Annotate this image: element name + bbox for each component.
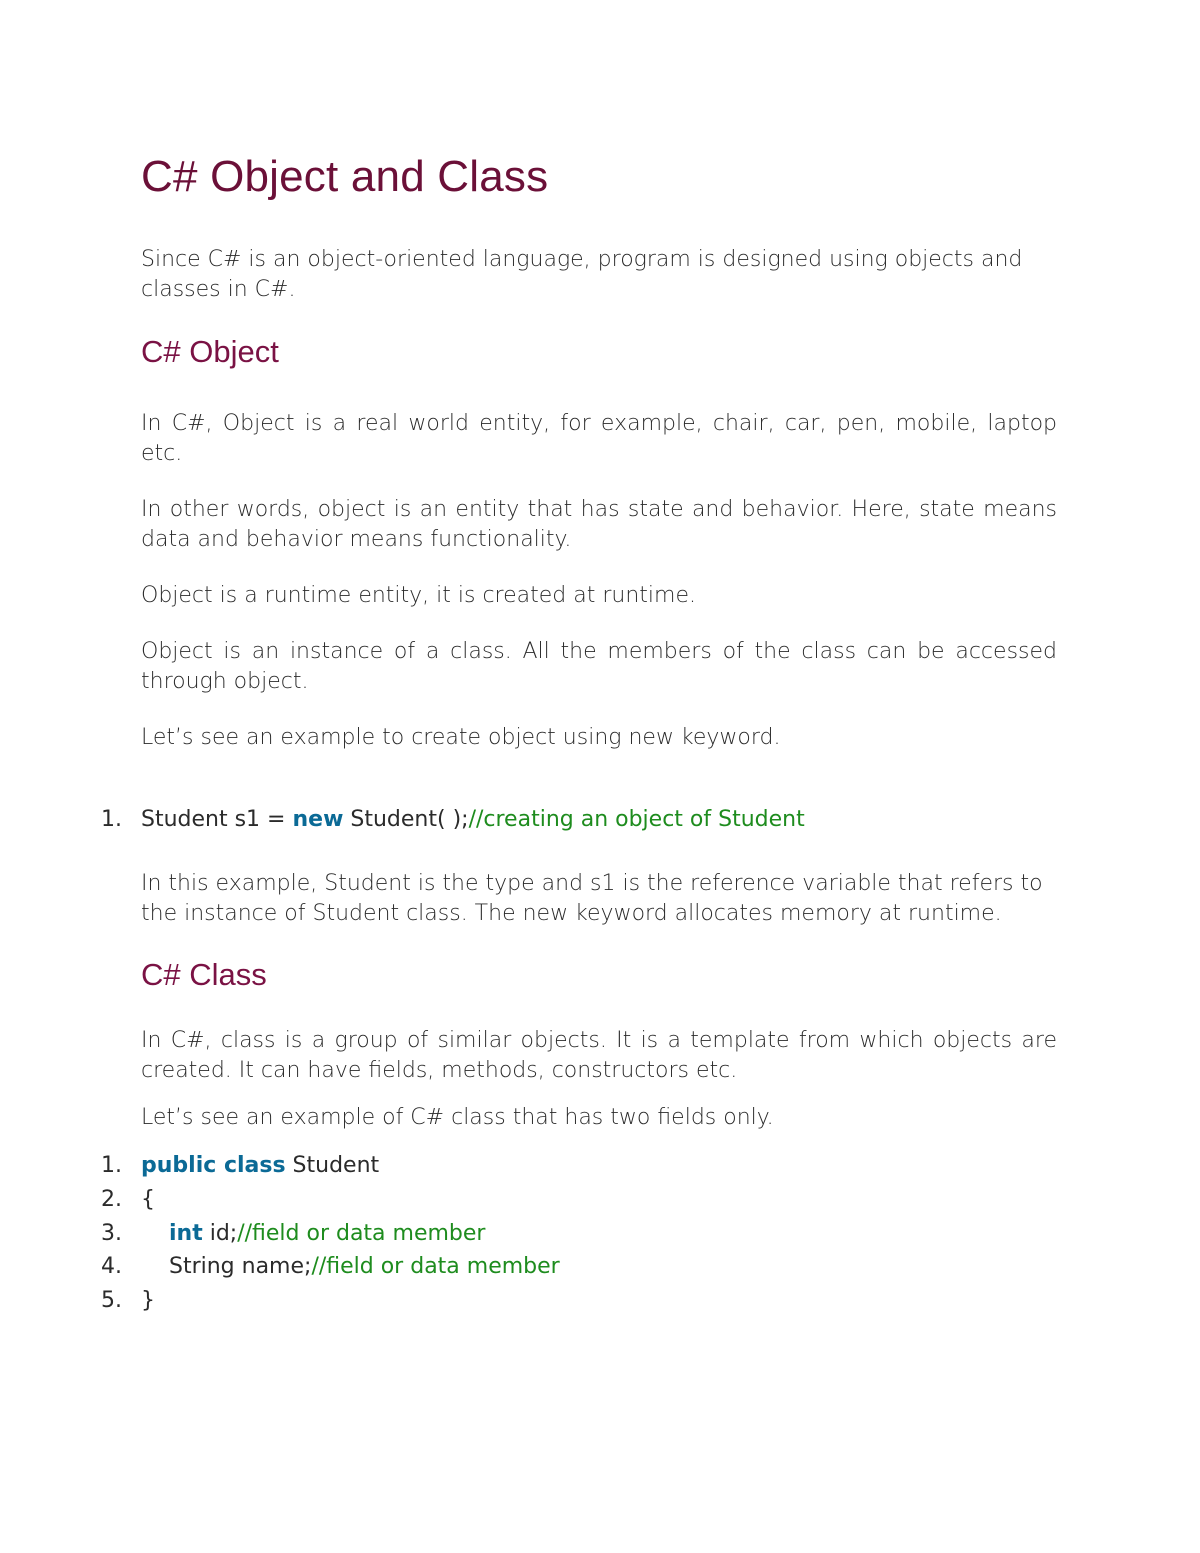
class-paragraph-2: Let’s see an example of C# class that has two fields only. xyxy=(141,1105,774,1130)
code-comment: //field or data member xyxy=(237,1221,486,1246)
object-heading: C# Object xyxy=(141,334,279,369)
code-indent xyxy=(141,1221,169,1246)
code-text: Student( ); xyxy=(343,807,469,832)
code-keyword: public class xyxy=(141,1153,286,1178)
object-paragraph-1: In C#, Object is a real world entity, for example, chair, car, pen, mobile, laptop etc. xyxy=(141,411,1057,466)
intro-paragraph: Since C# is an object-oriented language, program is designed using objects and classes in C#. xyxy=(141,247,1023,302)
code-text: id; xyxy=(202,1221,238,1246)
object-paragraph-2: In other words, object is an entity that has state and behavior. Here, state means data and behavior means functionality. xyxy=(141,497,1057,552)
object-explanation: In this example, Student is the type and s1 is the reference variable that refers to the instance of Student class. The new keyword allocates memory at runtime. xyxy=(141,871,1043,926)
class-paragraph-1: In C#, class is a group of similar objects. It is a template from which objects are created. It can have fields, methods, constructors etc. xyxy=(141,1028,1057,1083)
object-paragraph-5: Let’s see an example to create object using new keyword. xyxy=(141,725,781,750)
code-line-number: 1. xyxy=(101,807,122,832)
code-comment: //creating an object of Student xyxy=(468,807,805,832)
code-line xyxy=(141,1153,379,1178)
object-paragraph-3: Object is a runtime entity, it is created at runtime. xyxy=(141,583,696,608)
class-heading: C# Class xyxy=(141,957,267,992)
code-line-number: 5. xyxy=(101,1288,122,1313)
code-keyword: int xyxy=(168,1221,203,1246)
code-text: String name; xyxy=(168,1254,312,1279)
code-text: Student s1 = xyxy=(141,807,293,832)
code-line xyxy=(141,1254,560,1279)
code-text: Student xyxy=(285,1153,380,1178)
code-line-number: 4. xyxy=(101,1254,122,1279)
code-line xyxy=(141,807,805,832)
code-text: { xyxy=(141,1187,155,1212)
code-comment: //field or data member xyxy=(311,1254,560,1279)
code-indent xyxy=(141,1254,169,1279)
page-title: C# Object and Class xyxy=(141,152,549,201)
code-text: } xyxy=(141,1288,155,1313)
code-line-number: 1. xyxy=(101,1153,122,1178)
code-line xyxy=(141,1288,155,1313)
code-line-number: 3. xyxy=(101,1221,122,1246)
code-keyword: new xyxy=(292,807,344,832)
code-line-number: 2. xyxy=(101,1187,122,1212)
code-line xyxy=(141,1187,155,1212)
code-line xyxy=(141,1221,485,1246)
object-paragraph-4: Object is an instance of a class. All the members of the class can be accessed through object. xyxy=(141,639,1057,694)
